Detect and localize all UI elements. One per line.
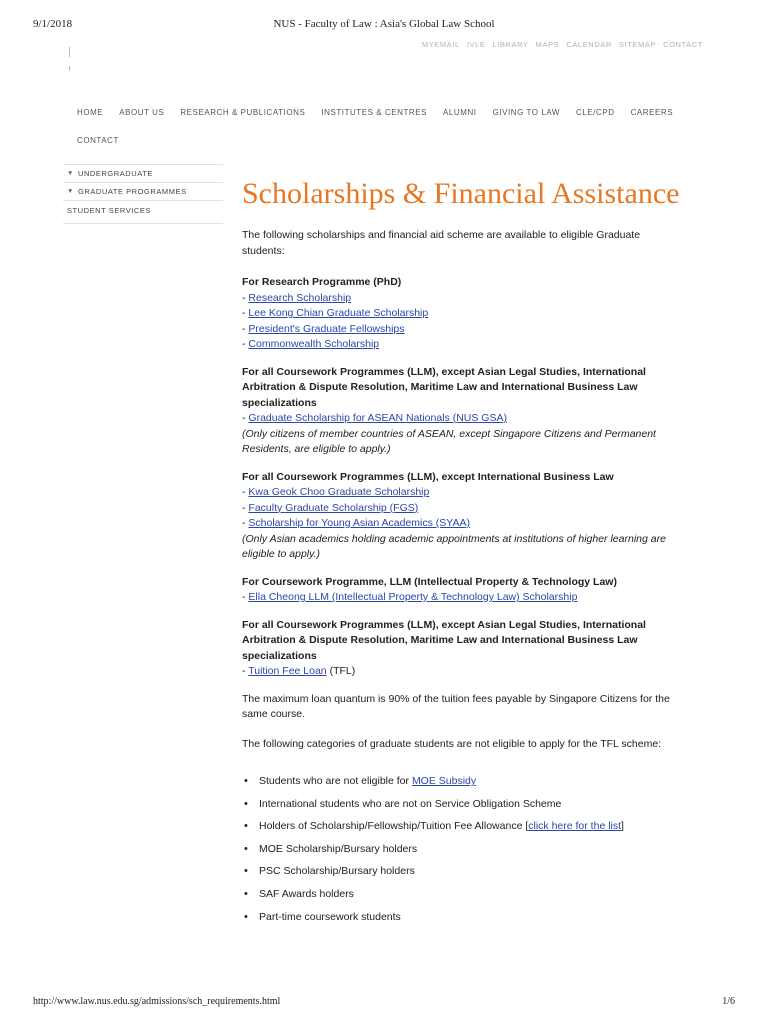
page-title: Scholarships & Financial Assistance: [242, 177, 680, 210]
link-tuition-fee-loan[interactable]: Tuition Fee Loan: [248, 665, 327, 677]
sidebar-item-undergraduate[interactable]: [63, 164, 223, 182]
util-link-contact[interactable]: CONTACT: [663, 40, 703, 49]
utility-nav: [422, 40, 703, 49]
nav-cle-cpd[interactable]: CLE/CPD: [576, 108, 615, 117]
link-ella-cheong-scholarship[interactable]: Ella Cheong LLM (Intellectual Property & Technology Law) Scholarship: [248, 591, 578, 603]
nav-contact[interactable]: CONTACT: [77, 136, 119, 145]
list-item: • Part-time coursework students: [242, 910, 682, 924]
triangle-down-icon: ▼: [67, 170, 74, 177]
nav-about-us[interactable]: ABOUT US: [119, 108, 165, 117]
section-heading: For all Coursework Programmes (LLM), except International Business Law: [242, 470, 614, 483]
section-llm-except-ibl: For all Coursework Programmes (LLM), except International Business Law - Kwa Geok Choo Graduate Scholarship - Faculty Graduate Scholarship (FGS) - Scholarship for Young Asian Academics (SYAA) (Only Asian academics holding academic appointments at institutions of higher learning are eligible to apply.): [242, 470, 666, 560]
sidebar-item-student-services[interactable]: [63, 200, 223, 224]
link-click-here-list[interactable]: click here for the list: [528, 820, 622, 833]
list-item-text: ]: [621, 820, 624, 833]
util-link-ivle[interactable]: IVLE: [466, 40, 486, 49]
eligibility-note: (Only citizens of member countries of ASEAN, except Singapore Citizens and Permanent Residents, are eligible to apply.): [242, 427, 656, 455]
sidebar-item-graduate-programmes[interactable]: [63, 182, 223, 200]
nav-giving-to-law[interactable]: GIVING TO LAW: [492, 108, 561, 117]
list-item-text: Holders of Scholarship/Fellowship/Tuition Fee Allowance [: [259, 820, 529, 833]
section-llm-iptl: For Coursework Programme, LLM (Intellectual Property & Technology Law) - Ella Cheong LLM (Intellectual Property & Technology Law) Scholarship: [242, 575, 617, 603]
util-link-calendar[interactable]: CALENDAR: [566, 40, 612, 49]
link-nus-gsa[interactable]: Graduate Scholarship for ASEAN Nationals (NUS GSA): [248, 412, 507, 424]
nav-alumni[interactable]: ALUMNI: [443, 108, 477, 117]
loan-quantum-text: The maximum loan quantum is 90% of the tuition fees payable by Singapore Citizens for the same course.: [242, 692, 670, 720]
print-footer: [33, 996, 735, 1010]
list-item: • MOE Scholarship/Bursary holders: [242, 842, 682, 856]
util-link-library[interactable]: LIBRARY: [492, 40, 529, 49]
print-page-title: NUS - Faculty of Law : Asia's Global Law School: [273, 18, 495, 30]
list-item: • International students who are not on Service Obligation Scheme: [242, 797, 682, 811]
logo-divider: [69, 47, 70, 57]
triangle-down-icon: ▼: [67, 188, 74, 195]
ineligible-intro-text: The following categories of graduate students are not eligible to apply for the TFL scheme:: [242, 737, 662, 750]
intro-text: The following scholarships and financial aid scheme are available to eligible Graduate students:: [242, 229, 641, 257]
util-link-sitemap[interactable]: SITEMAP: [618, 40, 657, 49]
print-header: [33, 18, 735, 32]
link-kwa-geok-choo-scholarship[interactable]: Kwa Geok Choo Graduate Scholarship: [248, 486, 430, 498]
section-tuition-fee-loan: For all Coursework Programmes (LLM), except Asian Legal Studies, International Arbitration & Dispute Resolution, Maritime Law and International Business Law specializations - Tuition Fee Loan (TFL): [242, 618, 646, 677]
link-lee-kong-chian-scholarship[interactable]: Lee Kong Chian Graduate Scholarship: [248, 307, 429, 319]
list-item: • PSC Scholarship/Bursary holders: [242, 864, 682, 878]
link-moe-subsidy[interactable]: MOE Subsidy: [411, 775, 477, 787]
util-link-maps[interactable]: MAPS: [535, 40, 560, 49]
nav-research-publications[interactable]: RESEARCH & PUBLICATIONS: [180, 108, 306, 117]
list-item-text: Students who are not eligible for: [259, 775, 412, 787]
nav-home[interactable]: HOME: [77, 108, 104, 117]
section-heading: For Research Programme (PhD): [242, 276, 402, 288]
ineligible-list: [242, 774, 682, 924]
list-item: • SAF Awards holders: [242, 887, 682, 901]
sidebar-item-label: GRADUATE PROGRAMMES: [77, 187, 187, 196]
section-heading: For all Coursework Programmes (LLM), except Asian Legal Studies, International Arbitration & Dispute Resolution, Maritime Law and International Business Law specializations: [242, 365, 646, 409]
sidebar: [63, 164, 223, 224]
list-item: [242, 774, 682, 788]
print-url: http://www.law.nus.edu.sg/admissions/sch_requirements.html: [33, 996, 281, 1007]
logo-divider: [69, 66, 70, 71]
link-commonwealth-scholarship[interactable]: Commonwealth Scholarship: [248, 338, 380, 350]
print-page-number: 1/6: [722, 996, 735, 1007]
nav-careers[interactable]: CAREERS: [630, 108, 674, 117]
link-research-scholarship[interactable]: Research Scholarship: [248, 291, 352, 304]
link-syaa[interactable]: Scholarship for Young Asian Academics (SYAA): [248, 517, 471, 529]
section-heading: For Coursework Programme, LLM (Intellectual Property & Technology Law): [242, 575, 617, 588]
util-link-myemail[interactable]: MYEMAIL: [421, 40, 460, 49]
sidebar-item-label: UNDERGRADUATE: [77, 169, 153, 178]
section-heading: For all Coursework Programmes (LLM), except Asian Legal Studies, International Arbitration & Dispute Resolution, Maritime Law and International Business Law specializations: [242, 618, 646, 662]
nav-institutes-centres[interactable]: INSTITUTES & CENTRES: [321, 108, 428, 117]
sidebar-item-label: STUDENT SERVICES: [67, 206, 151, 215]
print-date: 9/1/2018: [33, 18, 73, 30]
section-llm-asean: For all Coursework Programmes (LLM), except Asian Legal Studies, International Arbitration & Dispute Resolution, Maritime Law and International Business Law specializations - Graduate Scholarship for ASEAN Nationals (NUS GSA) (Only citizens of member countries of ASEAN, except Singapore Citizens and Permanent Residents, are eligible to apply.): [242, 365, 656, 455]
link-presidents-graduate-fellowships[interactable]: President's Graduate Fellowships: [248, 322, 405, 335]
main-content: [242, 178, 682, 932]
tfl-suffix: (TFL): [326, 665, 356, 677]
link-faculty-graduate-scholarship[interactable]: Faculty Graduate Scholarship (FGS): [248, 501, 419, 514]
list-item: [242, 819, 682, 833]
section-research-phd: For Research Programme (PhD) - Research Scholarship - Lee Kong Chian Graduate Scholarship - President's Graduate Fellowships - Commonwealth Scholarship: [242, 276, 429, 350]
eligibility-note: (Only Asian academics holding academic appointments at institutions of higher learning are eligible to apply.): [242, 532, 666, 560]
main-nav: [77, 108, 697, 148]
